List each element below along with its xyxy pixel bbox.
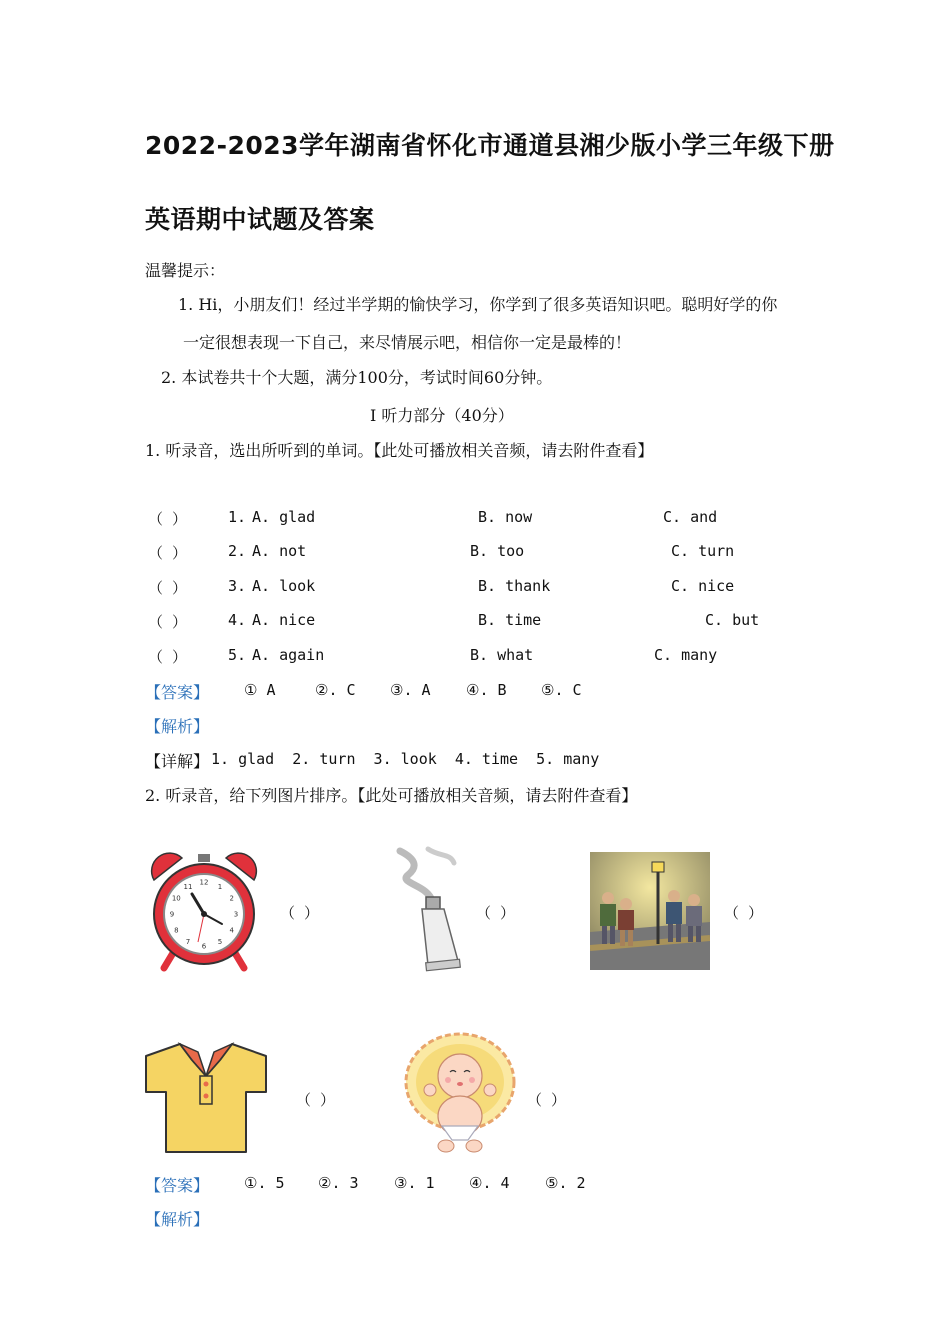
q2-answer-3: ③. 1 bbox=[394, 1174, 435, 1192]
answer-blank-2[interactable]: （ ） bbox=[476, 904, 516, 922]
q1-answer-2: ②. C bbox=[315, 681, 356, 699]
clock-number: 2 bbox=[229, 894, 234, 903]
answer-blank[interactable]: （ ） bbox=[148, 613, 188, 631]
clock-number: 6 bbox=[201, 942, 207, 951]
clock-number: 9 bbox=[169, 910, 175, 919]
clock-number: 7 bbox=[185, 938, 191, 947]
alarm-clock-image bbox=[148, 850, 260, 972]
answer-blank-3[interactable]: （ ） bbox=[724, 904, 764, 922]
option-b: B. time bbox=[478, 611, 542, 629]
option-c: C. and bbox=[663, 508, 718, 526]
q1-detail: 1. glad 2. turn 3. look 4. time 5. many bbox=[211, 750, 600, 768]
option-c: C. many bbox=[654, 646, 718, 664]
row-number: 4. bbox=[228, 611, 247, 629]
page-title-line2: 英语期中试题及答案 bbox=[145, 205, 375, 234]
q1-answer-1: ① A bbox=[244, 681, 276, 699]
answer-blank[interactable]: （ ） bbox=[148, 579, 188, 597]
section-heading: I 听力部分（40分） bbox=[370, 406, 514, 425]
option-c: C. but bbox=[705, 611, 760, 629]
q1-prompt: 1. 听录音，选出所听到的单词。【此处可播放相关音频，请去附件查看】 bbox=[145, 441, 654, 460]
tip-2: 2. 本试卷共十个大题，满分100分，考试时间60分钟。 bbox=[161, 368, 553, 387]
option-a: A. not bbox=[252, 542, 307, 560]
tips-label: 温馨提示： bbox=[145, 261, 226, 280]
option-c: C. nice bbox=[671, 577, 735, 595]
q1-answer-4: ④. B bbox=[466, 681, 507, 699]
baby-image bbox=[402, 1030, 518, 1158]
row-number: 3. bbox=[228, 577, 247, 595]
q1-analysis-label: 【解析】 bbox=[145, 717, 210, 736]
q2-answer-label: 【答案】 bbox=[145, 1176, 210, 1195]
clock-number: 10 bbox=[171, 894, 181, 903]
q2-answer-4: ④. 4 bbox=[469, 1174, 510, 1192]
tip-1-line-1: 1. Hi，小朋友们！经过半学期的愉快学习，你学到了很多英语知识吧。聪明好学的你 bbox=[178, 295, 778, 314]
row-number: 1. bbox=[228, 508, 247, 526]
clock-number: 1 bbox=[217, 882, 223, 891]
evening-walk-image bbox=[590, 852, 710, 970]
q1-detail-label: 【详解】 bbox=[145, 752, 210, 771]
tip-1-line-2: 一定很想表现一下自己，来尽情展示吧，相信你一定是最棒的！ bbox=[183, 333, 632, 352]
option-c: C. turn bbox=[671, 542, 735, 560]
clock-number: 8 bbox=[174, 926, 179, 935]
clock-number: 11 bbox=[183, 882, 193, 891]
clock-number: 3 bbox=[233, 910, 239, 919]
answer-blank[interactable]: （ ） bbox=[148, 510, 188, 528]
option-b: B. now bbox=[478, 508, 533, 526]
shirt-image bbox=[142, 1040, 270, 1156]
page-title: 2022-2023学年湖南省怀化市通道县湘少版小学三年级下册 bbox=[145, 131, 835, 160]
q2-answer-1: ①. 5 bbox=[244, 1174, 285, 1192]
answer-blank-4[interactable]: （ ） bbox=[296, 1091, 336, 1109]
option-b: B. what bbox=[470, 646, 534, 664]
clock-number: 12 bbox=[199, 878, 209, 887]
q2-answer-5: ⑤. 2 bbox=[545, 1174, 586, 1192]
q1-answer-label: 【答案】 bbox=[145, 683, 210, 702]
q2-prompt: 2. 听录音，给下列图片排序。【此处可播放相关音频，请去附件查看】 bbox=[145, 786, 638, 805]
q2-analysis-label: 【解析】 bbox=[145, 1210, 210, 1229]
option-a: A. nice bbox=[252, 611, 316, 629]
answer-blank[interactable]: （ ） bbox=[148, 544, 188, 562]
q1-answer-5: ⑤. C bbox=[541, 681, 582, 699]
option-a: A. glad bbox=[252, 508, 316, 526]
option-b: B. thank bbox=[478, 577, 551, 595]
answer-blank[interactable]: （ ） bbox=[148, 648, 188, 666]
clock-number: 4 bbox=[229, 926, 234, 935]
option-b: B. too bbox=[470, 542, 525, 560]
q1-answer-3: ③. A bbox=[390, 681, 431, 699]
row-number: 5. bbox=[228, 646, 247, 664]
clock-number: 5 bbox=[217, 938, 223, 947]
option-a: A. look bbox=[252, 577, 316, 595]
toothpaste-image bbox=[388, 845, 468, 973]
row-number: 2. bbox=[228, 542, 247, 560]
answer-blank-5[interactable]: （ ） bbox=[527, 1091, 567, 1109]
q2-answer-2: ②. 3 bbox=[318, 1174, 359, 1192]
option-a: A. again bbox=[252, 646, 325, 664]
answer-blank-1[interactable]: （ ） bbox=[280, 904, 320, 922]
